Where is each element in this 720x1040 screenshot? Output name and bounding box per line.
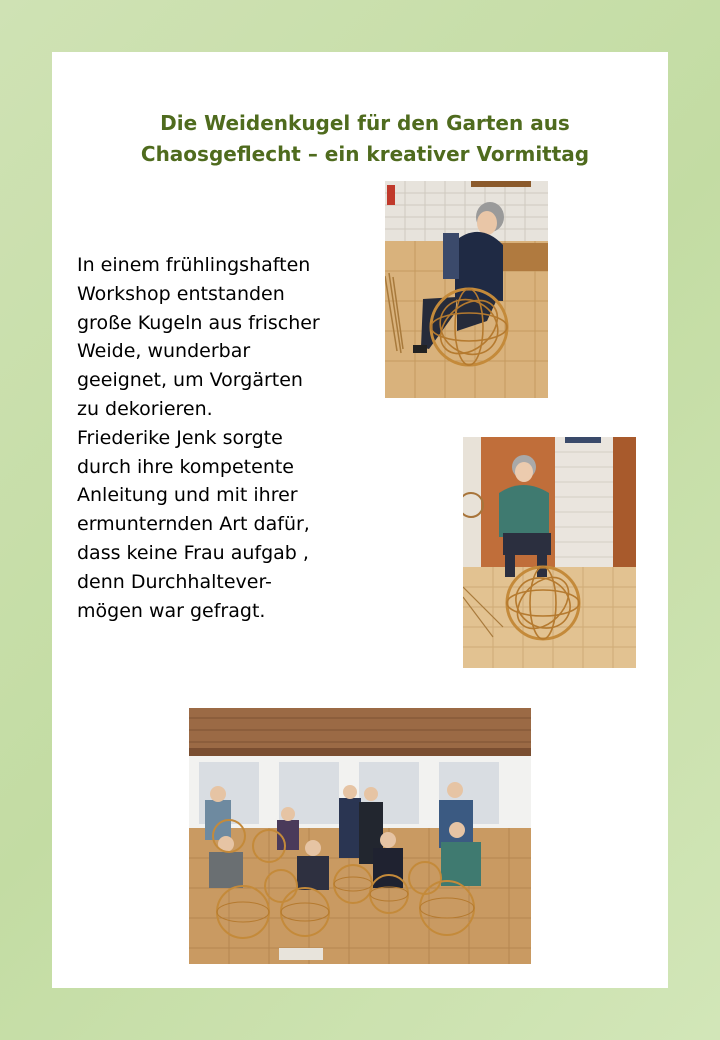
text-line: Workshop entstanden	[77, 282, 285, 305]
title-line-1: Die Weidenkugel für den Garten aus	[160, 111, 570, 135]
text-line: dass keine Frau aufgab ,	[77, 541, 309, 564]
text-line: durch ihre kompetente	[77, 455, 294, 478]
photo-woman-weaving	[385, 181, 548, 398]
text-line: Anleitung und mit ihrer	[77, 484, 298, 507]
text-line: In einem frühlingshaften	[77, 254, 311, 276]
text-line: Friederike Jenk sorgte	[77, 426, 283, 449]
text-line: zu dekorieren.	[77, 397, 213, 420]
title-line-2: Chaosgeflecht – ein kreativer Vormittag	[140, 142, 590, 166]
text-line: denn Durchhaltever-	[77, 570, 272, 593]
photo-group	[189, 708, 531, 964]
article-text	[77, 251, 377, 625]
text-line: große Kugeln aus frischer	[77, 311, 320, 334]
text-line: mögen war gefragt.	[77, 599, 266, 622]
page-title	[112, 108, 618, 170]
document-page	[52, 52, 668, 988]
photo-woman-with-ball	[463, 437, 636, 668]
text-line: Weide, wunderbar	[77, 340, 251, 363]
text-line: ermunternden Art dafür,	[77, 513, 310, 536]
text-line: geeignet, um Vorgärten	[77, 369, 303, 392]
